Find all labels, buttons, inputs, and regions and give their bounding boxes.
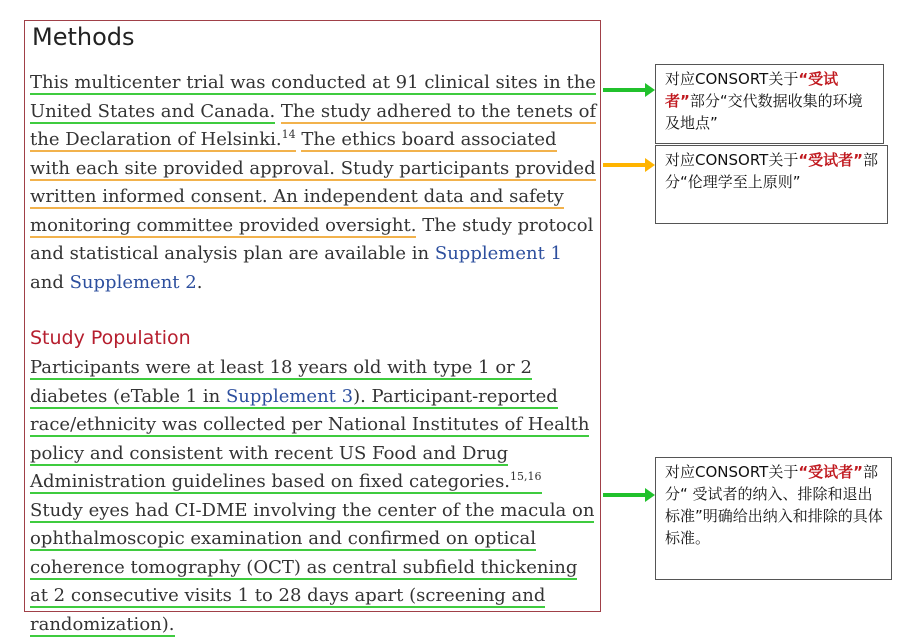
- annotation-text: 部分“伦理学至上原则”: [665, 151, 879, 191]
- annotation-emphasis: “受试者”: [798, 463, 864, 481]
- annotation-box-data-collection: [655, 64, 884, 144]
- annotation-box-ethics: [655, 145, 888, 224]
- supplement-1-link[interactable]: Supplement 1: [434, 243, 562, 264]
- annotation-prefix: 对应CONSORT关于: [665, 151, 799, 169]
- annotation-text: 部分“ 受试者的纳入、排除和退出标准”明确给出纳入和排除的具体标准。: [665, 463, 883, 547]
- annotation-emphasis: “受试者”: [798, 151, 864, 169]
- green-arrow-2: [603, 493, 647, 497]
- study-population-heading: Study Population: [30, 327, 191, 349]
- reference-15-16[interactable]: 15,16: [510, 470, 542, 483]
- supplement-3-link[interactable]: Supplement 3: [225, 385, 354, 407]
- protocol-sentence: The study protocol and statistical analysis plan are available in: [30, 214, 594, 264]
- ethics-sentence: The ethics board associated with each site provided approval. Study participants provided written informed consent. An independent data and safety monitoring committee provided oversight.: [30, 129, 596, 236]
- annotation-prefix: 对应CONSORT关于: [665, 70, 799, 88]
- helsinki-text: The study adhered to the tenets of the Declaration of Helsinki.: [30, 100, 597, 150]
- annotation-emphasis: “受试者”: [665, 70, 839, 110]
- annotation-box-eligibility: [655, 457, 892, 580]
- methods-heading: Methods: [32, 23, 135, 51]
- and-word: and: [30, 271, 64, 293]
- eligibility-text: [30, 357, 594, 637]
- methods-paragraph: [30, 69, 600, 297]
- annotation-prefix: 对应CONSORT关于: [665, 463, 799, 481]
- eligibility-text-a: Participants were at least 18 years old with type 1 or 2 diabetes (eTable 1 in: [30, 357, 532, 407]
- article-excerpt-panel: [24, 20, 601, 635]
- green-arrow-1: [603, 88, 647, 92]
- study-population-paragraph: [30, 354, 600, 639]
- reference-14[interactable]: 14: [281, 128, 296, 141]
- supplement-2-link[interactable]: Supplement 2: [69, 271, 197, 293]
- annotation-text: 部分“交代数据收集的环境及地点”: [665, 92, 863, 132]
- eligibility-text-c: Study eyes had CI-DME involving the center of the macula on ophthalmoscopic examination and confirmed on optical coherence tomography (OCT) as central subfield thickening at 2 consecutive visits 1 to 28 days apart (screening and randomization).: [30, 499, 595, 635]
- period: .: [196, 271, 203, 293]
- sites-sentence: This multicenter trial was conducted at 91 clinical sites in the United States and Canada.: [30, 72, 596, 122]
- eligibility-text-b: ). Participant-reported race/ethnicity was collected per National Institutes of Health policy and consistent with recent US Food and Drug Administration guidelines based on fixed categories.: [30, 385, 590, 492]
- orange-arrow: [603, 163, 647, 167]
